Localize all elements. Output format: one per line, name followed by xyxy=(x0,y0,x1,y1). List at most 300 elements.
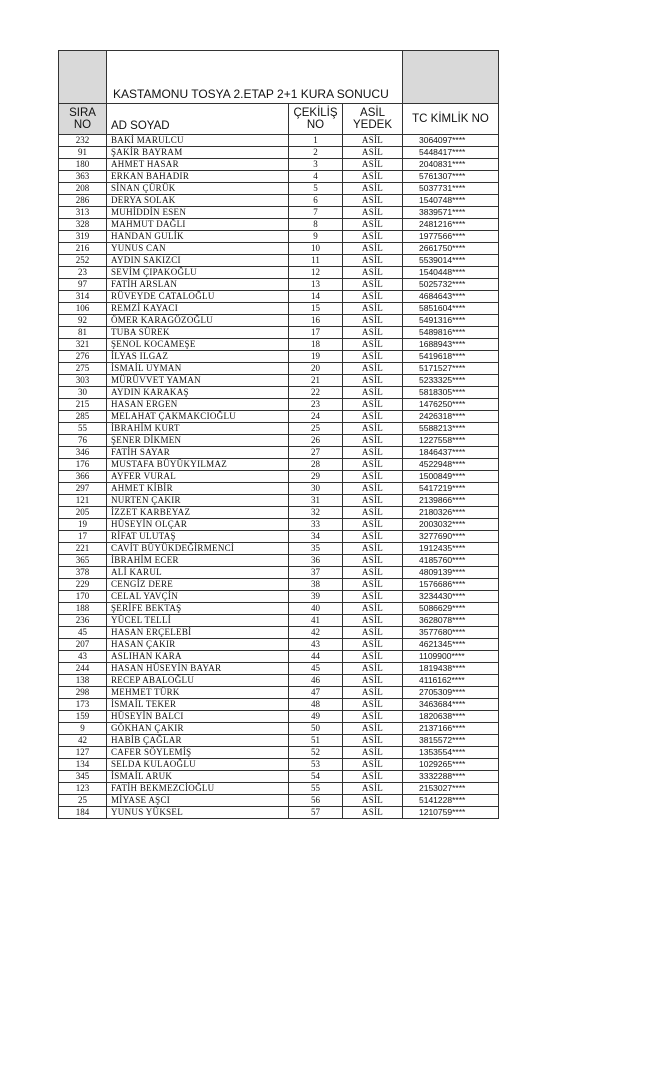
status-cell: ASİL xyxy=(343,567,403,579)
tc-number-cell: 2481216**** xyxy=(403,219,499,231)
name-cell: RÜVEYDE CATALOĞLU xyxy=(107,291,289,303)
table-row xyxy=(59,771,499,783)
page-title: KASTAMONU TOSYA 2.ETAP 2+1 KURA SONUCU xyxy=(107,51,403,104)
name-cell: MİYASE AŞCI xyxy=(107,795,289,807)
name-cell: MUHİDDİN ESEN xyxy=(107,207,289,219)
status-cell: ASİL xyxy=(343,699,403,711)
draw-number-cell: 9 xyxy=(289,231,343,243)
sira-cell: 173 xyxy=(59,699,107,711)
draw-number-cell: 4 xyxy=(289,171,343,183)
status-cell: ASİL xyxy=(343,195,403,207)
status-cell: ASİL xyxy=(343,267,403,279)
sira-cell: 55 xyxy=(59,423,107,435)
draw-number-cell: 32 xyxy=(289,507,343,519)
table-row xyxy=(59,147,499,159)
header-sira-line2: NO xyxy=(73,119,92,131)
sira-cell: 92 xyxy=(59,315,107,327)
name-cell: YUNUS YÜKSEL xyxy=(107,807,289,819)
status-cell: ASİL xyxy=(343,807,403,819)
table-row xyxy=(59,579,499,591)
header-row xyxy=(59,104,499,135)
table-row xyxy=(59,543,499,555)
sira-cell: 313 xyxy=(59,207,107,219)
status-cell: ASİL xyxy=(343,495,403,507)
status-cell: ASİL xyxy=(343,723,403,735)
table-row xyxy=(59,435,499,447)
status-cell: ASİL xyxy=(343,651,403,663)
draw-number-cell: 1 xyxy=(289,135,343,147)
table-row xyxy=(59,159,499,171)
name-cell: REMZİ KAYACI xyxy=(107,303,289,315)
tc-number-cell: 1540448**** xyxy=(403,267,499,279)
sira-cell: 236 xyxy=(59,615,107,627)
table-row xyxy=(59,567,499,579)
name-cell: GÖKHAN ÇAKIR xyxy=(107,723,289,735)
name-cell: FATİH ARSLAN xyxy=(107,279,289,291)
name-cell: İSMAİL TEKER xyxy=(107,699,289,711)
table-row xyxy=(59,327,499,339)
name-cell: İSMAİL ARUK xyxy=(107,771,289,783)
name-cell: HÜSEYİN BALCI xyxy=(107,711,289,723)
tc-number-cell: 1210759**** xyxy=(403,807,499,819)
tc-number-cell: 2137166**** xyxy=(403,723,499,735)
tc-number-cell: 1819438**** xyxy=(403,663,499,675)
tc-number-cell: 1912435**** xyxy=(403,543,499,555)
status-cell: ASİL xyxy=(343,375,403,387)
header-sira-line1: SIRA xyxy=(69,107,96,119)
draw-number-cell: 7 xyxy=(289,207,343,219)
tc-number-cell: 1820638**** xyxy=(403,711,499,723)
table-row xyxy=(59,411,499,423)
name-cell: SİNAN ÇÜRÜK xyxy=(107,183,289,195)
header-asil-line1: ASİL xyxy=(360,107,385,119)
status-cell: ASİL xyxy=(343,147,403,159)
draw-number-cell: 22 xyxy=(289,387,343,399)
sira-cell: 286 xyxy=(59,195,107,207)
name-cell: YÜCEL TELLİ xyxy=(107,615,289,627)
status-cell: ASİL xyxy=(343,303,403,315)
table-row xyxy=(59,687,499,699)
table-row xyxy=(59,735,499,747)
name-cell: İSMAİL UYMAN xyxy=(107,363,289,375)
draw-number-cell: 44 xyxy=(289,651,343,663)
name-cell: RİFAT ULUTAŞ xyxy=(107,531,289,543)
tc-number-cell: 2040831**** xyxy=(403,159,499,171)
sira-cell: 297 xyxy=(59,483,107,495)
status-cell: ASİL xyxy=(343,735,403,747)
table-row xyxy=(59,303,499,315)
tc-number-cell: 5818305**** xyxy=(403,387,499,399)
header-cekilis-line1: ÇEKİLİŞ xyxy=(293,107,338,119)
table-row xyxy=(59,183,499,195)
tc-number-cell: 1353554**** xyxy=(403,747,499,759)
table-row xyxy=(59,351,499,363)
status-cell: ASİL xyxy=(343,459,403,471)
tc-number-cell: 3463684**** xyxy=(403,699,499,711)
table-row xyxy=(59,747,499,759)
draw-number-cell: 31 xyxy=(289,495,343,507)
tc-number-cell: 5233325**** xyxy=(403,375,499,387)
sira-cell: 276 xyxy=(59,351,107,363)
tc-number-cell: 5086629**** xyxy=(403,603,499,615)
tc-number-cell: 5141228**** xyxy=(403,795,499,807)
draw-number-cell: 15 xyxy=(289,303,343,315)
draw-number-cell: 54 xyxy=(289,771,343,783)
table-row xyxy=(59,447,499,459)
table-row xyxy=(59,255,499,267)
tc-number-cell: 1846437**** xyxy=(403,447,499,459)
draw-number-cell: 8 xyxy=(289,219,343,231)
name-cell: SELDA KULAOĞLU xyxy=(107,759,289,771)
tc-number-cell: 5025732**** xyxy=(403,279,499,291)
name-cell: ŞAKİR BAYRAM xyxy=(107,147,289,159)
sira-cell: 17 xyxy=(59,531,107,543)
draw-number-cell: 24 xyxy=(289,411,343,423)
draw-number-cell: 11 xyxy=(289,255,343,267)
sira-cell: 45 xyxy=(59,627,107,639)
table-row xyxy=(59,207,499,219)
status-cell: ASİL xyxy=(343,687,403,699)
title-row xyxy=(59,51,499,104)
header-sira xyxy=(59,104,107,135)
status-cell: ASİL xyxy=(343,447,403,459)
table-row xyxy=(59,195,499,207)
draw-number-cell: 20 xyxy=(289,363,343,375)
sira-cell: 366 xyxy=(59,471,107,483)
name-cell: ŞERİFE BEKTAŞ xyxy=(107,603,289,615)
name-cell: HASAN ÇAKIR xyxy=(107,639,289,651)
draw-number-cell: 19 xyxy=(289,351,343,363)
table-row xyxy=(59,807,499,819)
tc-number-cell: 5448417**** xyxy=(403,147,499,159)
sira-cell: 121 xyxy=(59,495,107,507)
name-cell: AHMET HASAR xyxy=(107,159,289,171)
sira-cell: 252 xyxy=(59,255,107,267)
sira-cell: 244 xyxy=(59,663,107,675)
status-cell: ASİL xyxy=(343,351,403,363)
tc-number-cell: 5037731**** xyxy=(403,183,499,195)
name-cell: RECEP ABALOĞLU xyxy=(107,675,289,687)
table-row xyxy=(59,375,499,387)
status-cell: ASİL xyxy=(343,387,403,399)
table-row xyxy=(59,471,499,483)
name-cell: MAHMUT DAĞLI xyxy=(107,219,289,231)
tc-number-cell: 5588213**** xyxy=(403,423,499,435)
tc-number-cell: 1688943**** xyxy=(403,339,499,351)
table-row xyxy=(59,495,499,507)
sira-cell: 42 xyxy=(59,735,107,747)
table-row xyxy=(59,459,499,471)
tc-number-cell: 2003032**** xyxy=(403,519,499,531)
name-cell: CENGİZ DERE xyxy=(107,579,289,591)
name-cell: İLYAS ILGAZ xyxy=(107,351,289,363)
draw-number-cell: 45 xyxy=(289,663,343,675)
draw-number-cell: 6 xyxy=(289,195,343,207)
sira-cell: 30 xyxy=(59,387,107,399)
draw-number-cell: 55 xyxy=(289,783,343,795)
table-row xyxy=(59,759,499,771)
draw-number-cell: 36 xyxy=(289,555,343,567)
draw-number-cell: 29 xyxy=(289,471,343,483)
sira-cell: 97 xyxy=(59,279,107,291)
sira-cell: 127 xyxy=(59,747,107,759)
tc-number-cell: 2705309**** xyxy=(403,687,499,699)
tc-number-cell: 5851604**** xyxy=(403,303,499,315)
status-cell: ASİL xyxy=(343,471,403,483)
sira-cell: 180 xyxy=(59,159,107,171)
sira-cell: 23 xyxy=(59,267,107,279)
table-row xyxy=(59,699,499,711)
header-adsoyad: AD SOYAD xyxy=(107,104,289,135)
sira-cell: 346 xyxy=(59,447,107,459)
name-cell: BAKİ MARULCU xyxy=(107,135,289,147)
name-cell: YUNUS CAN xyxy=(107,243,289,255)
draw-number-cell: 56 xyxy=(289,795,343,807)
tc-number-cell: 3064097**** xyxy=(403,135,499,147)
sira-cell: 134 xyxy=(59,759,107,771)
sira-cell: 207 xyxy=(59,639,107,651)
tc-number-cell: 5539014**** xyxy=(403,255,499,267)
status-cell: ASİL xyxy=(343,171,403,183)
name-cell: HASAN HÜSEYİN BAYAR xyxy=(107,663,289,675)
sira-cell: 216 xyxy=(59,243,107,255)
sira-cell: 363 xyxy=(59,171,107,183)
table-row xyxy=(59,675,499,687)
status-cell: ASİL xyxy=(343,231,403,243)
name-cell: MUSTAFA BÜYÜKYILMAZ xyxy=(107,459,289,471)
status-cell: ASİL xyxy=(343,675,403,687)
results-table xyxy=(58,50,499,819)
name-cell: ALİ KARUL xyxy=(107,567,289,579)
draw-number-cell: 2 xyxy=(289,147,343,159)
status-cell: ASİL xyxy=(343,795,403,807)
table-row xyxy=(59,795,499,807)
sira-cell: 365 xyxy=(59,555,107,567)
status-cell: ASİL xyxy=(343,399,403,411)
status-cell: ASİL xyxy=(343,615,403,627)
sira-cell: 314 xyxy=(59,291,107,303)
sira-cell: 91 xyxy=(59,147,107,159)
table-row xyxy=(59,339,499,351)
name-cell: SEVİM ÇIPAKOĞLU xyxy=(107,267,289,279)
name-cell: AYDIN KARAKAŞ xyxy=(107,387,289,399)
name-cell: TUBA SÜREK xyxy=(107,327,289,339)
tc-number-cell: 1500849**** xyxy=(403,471,499,483)
status-cell: ASİL xyxy=(343,555,403,567)
draw-number-cell: 14 xyxy=(289,291,343,303)
draw-number-cell: 12 xyxy=(289,267,343,279)
status-cell: ASİL xyxy=(343,291,403,303)
tc-number-cell: 4684643**** xyxy=(403,291,499,303)
status-cell: ASİL xyxy=(343,579,403,591)
table-row xyxy=(59,315,499,327)
status-cell: ASİL xyxy=(343,603,403,615)
table-row xyxy=(59,507,499,519)
sira-cell: 25 xyxy=(59,795,107,807)
name-cell: AYFER VURAL xyxy=(107,471,289,483)
sira-cell: 176 xyxy=(59,459,107,471)
tc-number-cell: 3815572**** xyxy=(403,735,499,747)
name-cell: MÜRÜVVET YAMAN xyxy=(107,375,289,387)
sira-cell: 345 xyxy=(59,771,107,783)
tc-number-cell: 5419618**** xyxy=(403,351,499,363)
name-cell: CAVİT BÜYÜKDEĞİRMENCİ xyxy=(107,543,289,555)
tc-number-cell: 2139866**** xyxy=(403,495,499,507)
sira-cell: 184 xyxy=(59,807,107,819)
status-cell: ASİL xyxy=(343,639,403,651)
draw-number-cell: 40 xyxy=(289,603,343,615)
name-cell: MEHMET TÜRK xyxy=(107,687,289,699)
tc-number-cell: 4116162**** xyxy=(403,675,499,687)
header-asil-line2: YEDEK xyxy=(353,119,392,131)
name-cell: HASAN ERÇELEBİ xyxy=(107,627,289,639)
table-row xyxy=(59,591,499,603)
tc-number-cell: 5489816**** xyxy=(403,327,499,339)
tc-number-cell: 3839571**** xyxy=(403,207,499,219)
status-cell: ASİL xyxy=(343,255,403,267)
sira-cell: 43 xyxy=(59,651,107,663)
status-cell: ASİL xyxy=(343,591,403,603)
table-row xyxy=(59,135,499,147)
draw-number-cell: 51 xyxy=(289,735,343,747)
draw-number-cell: 42 xyxy=(289,627,343,639)
status-cell: ASİL xyxy=(343,207,403,219)
table-row xyxy=(59,291,499,303)
draw-number-cell: 39 xyxy=(289,591,343,603)
status-cell: ASİL xyxy=(343,483,403,495)
draw-number-cell: 10 xyxy=(289,243,343,255)
sira-cell: 229 xyxy=(59,579,107,591)
status-cell: ASİL xyxy=(343,339,403,351)
name-cell: ERKAN BAHADIR xyxy=(107,171,289,183)
sira-cell: 188 xyxy=(59,603,107,615)
table-row xyxy=(59,651,499,663)
table-row xyxy=(59,531,499,543)
draw-number-cell: 49 xyxy=(289,711,343,723)
name-cell: HABİB ÇAĞLAR xyxy=(107,735,289,747)
sira-cell: 138 xyxy=(59,675,107,687)
status-cell: ASİL xyxy=(343,711,403,723)
sira-cell: 106 xyxy=(59,303,107,315)
draw-number-cell: 34 xyxy=(289,531,343,543)
table-row xyxy=(59,663,499,675)
table-row xyxy=(59,615,499,627)
name-cell: ASLIHAN KARA xyxy=(107,651,289,663)
header-tc: TC KİMLİK NO xyxy=(403,104,499,135)
header-cekilis xyxy=(289,104,343,135)
status-cell: ASİL xyxy=(343,423,403,435)
draw-number-cell: 23 xyxy=(289,399,343,411)
tc-number-cell: 4522948**** xyxy=(403,459,499,471)
table-row xyxy=(59,363,499,375)
table-row xyxy=(59,603,499,615)
draw-number-cell: 57 xyxy=(289,807,343,819)
draw-number-cell: 43 xyxy=(289,639,343,651)
name-cell: İBRAHİM KURT xyxy=(107,423,289,435)
sira-cell: 19 xyxy=(59,519,107,531)
sira-cell: 9 xyxy=(59,723,107,735)
status-cell: ASİL xyxy=(343,771,403,783)
draw-number-cell: 27 xyxy=(289,447,343,459)
sira-cell: 81 xyxy=(59,327,107,339)
status-cell: ASİL xyxy=(343,183,403,195)
table-row xyxy=(59,267,499,279)
table-row xyxy=(59,387,499,399)
status-cell: ASİL xyxy=(343,435,403,447)
title-blank-cell xyxy=(59,51,107,104)
name-cell: İZZET KARBEYAZ xyxy=(107,507,289,519)
name-cell: ŞENOL KOCAMEŞE xyxy=(107,339,289,351)
name-cell: AYDIN SAKIZCI xyxy=(107,255,289,267)
tc-number-cell: 4185760**** xyxy=(403,555,499,567)
table-row xyxy=(59,231,499,243)
table-row xyxy=(59,219,499,231)
draw-number-cell: 26 xyxy=(289,435,343,447)
status-cell: ASİL xyxy=(343,747,403,759)
header-cekilis-line2: NO xyxy=(306,119,325,131)
tc-number-cell: 2180326**** xyxy=(403,507,499,519)
tc-number-cell: 1977566**** xyxy=(403,231,499,243)
sira-cell: 319 xyxy=(59,231,107,243)
table-row xyxy=(59,555,499,567)
sira-cell: 215 xyxy=(59,399,107,411)
status-cell: ASİL xyxy=(343,783,403,795)
name-cell: DERYA SOLAK xyxy=(107,195,289,207)
draw-number-cell: 46 xyxy=(289,675,343,687)
table-row xyxy=(59,171,499,183)
sira-cell: 232 xyxy=(59,135,107,147)
tc-number-cell: 5491316**** xyxy=(403,315,499,327)
draw-number-cell: 47 xyxy=(289,687,343,699)
sira-cell: 275 xyxy=(59,363,107,375)
tc-number-cell: 3577680**** xyxy=(403,627,499,639)
status-cell: ASİL xyxy=(343,411,403,423)
table-row xyxy=(59,243,499,255)
table-row xyxy=(59,519,499,531)
status-cell: ASİL xyxy=(343,159,403,171)
sira-cell: 298 xyxy=(59,687,107,699)
tc-number-cell: 1029265**** xyxy=(403,759,499,771)
tc-number-cell: 4621345**** xyxy=(403,639,499,651)
tc-number-cell: 5761307**** xyxy=(403,171,499,183)
tc-number-cell: 5417219**** xyxy=(403,483,499,495)
tc-number-cell: 3332288**** xyxy=(403,771,499,783)
name-cell: CELAL YAVÇİN xyxy=(107,591,289,603)
name-cell: ŞENER DİKMEN xyxy=(107,435,289,447)
draw-number-cell: 28 xyxy=(289,459,343,471)
tc-number-cell: 1540748**** xyxy=(403,195,499,207)
header-asil xyxy=(343,104,403,135)
tc-number-cell: 2153027**** xyxy=(403,783,499,795)
table-row xyxy=(59,639,499,651)
draw-number-cell: 52 xyxy=(289,747,343,759)
sira-cell: 123 xyxy=(59,783,107,795)
status-cell: ASİL xyxy=(343,507,403,519)
draw-number-cell: 30 xyxy=(289,483,343,495)
sira-cell: 221 xyxy=(59,543,107,555)
name-cell: CAFER SÖYLEMİŞ xyxy=(107,747,289,759)
name-cell: FATİH BEKMEZCİOĞLU xyxy=(107,783,289,795)
status-cell: ASİL xyxy=(343,327,403,339)
draw-number-cell: 16 xyxy=(289,315,343,327)
status-cell: ASİL xyxy=(343,135,403,147)
sira-cell: 205 xyxy=(59,507,107,519)
status-cell: ASİL xyxy=(343,519,403,531)
sira-cell: 208 xyxy=(59,183,107,195)
tc-number-cell: 2426318**** xyxy=(403,411,499,423)
name-cell: HANDAN GULİK xyxy=(107,231,289,243)
sira-cell: 328 xyxy=(59,219,107,231)
